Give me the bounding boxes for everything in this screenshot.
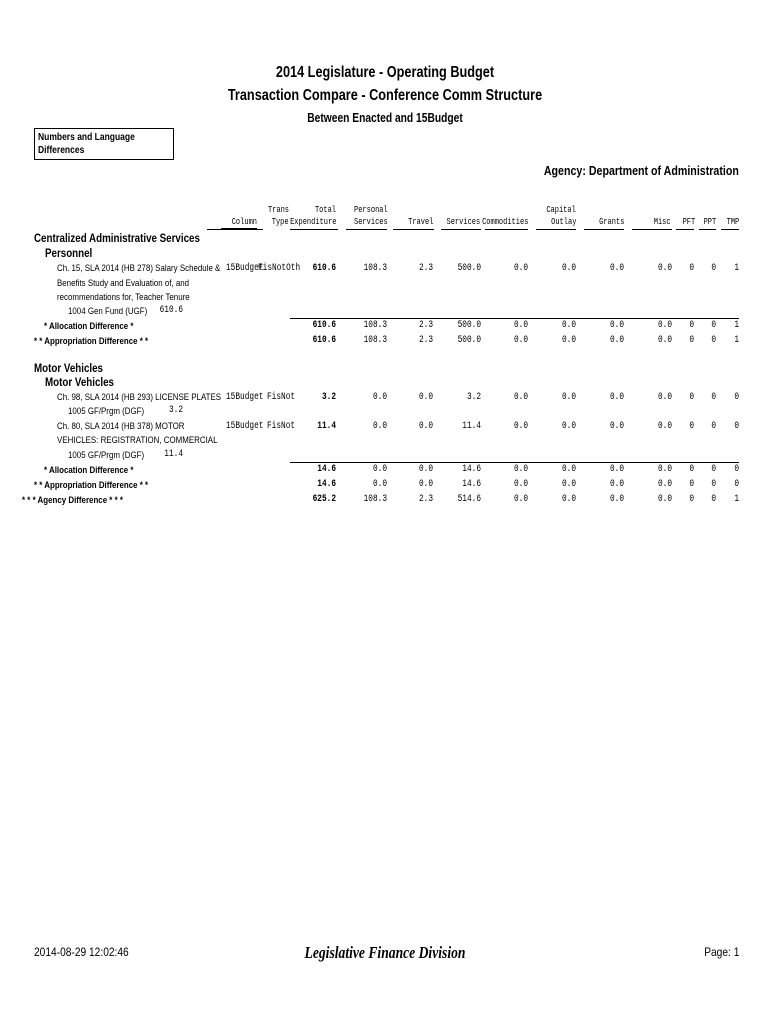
cell-total-expenditure: 3.2 [321, 392, 336, 403]
cell-total-expenditure: 14.6 [317, 464, 336, 475]
cell-grants: 0.0 [609, 479, 624, 490]
footer-timestamp: 2014-08-29 12:02:46 [34, 945, 129, 959]
cell-ppt: 0 [711, 263, 716, 274]
cell-ppt: 0 [711, 392, 716, 403]
section-title: Centralized Administrative Services [34, 233, 200, 245]
cell-total-expenditure: 610.6 [312, 320, 336, 331]
cell-personal-services: 0.0 [372, 479, 387, 490]
cell-commodities: 0.0 [513, 335, 528, 346]
header-personal-2: Services [354, 217, 388, 227]
cell-grants: 0.0 [609, 494, 624, 505]
section-title: Motor Vehicles [34, 363, 103, 375]
cell-pft: 0 [689, 464, 694, 475]
cell-travel: 2.3 [418, 320, 433, 331]
cell-services: 11.4 [462, 421, 481, 432]
note-box [34, 128, 174, 160]
header-trans-1: Trans [267, 205, 289, 215]
header-personal-1: Personal [354, 205, 388, 215]
agency-name: Agency: Department of Administration [543, 163, 739, 178]
cell-grants: 0.0 [609, 392, 624, 403]
cell-tmp: 0 [734, 464, 739, 475]
item-desc-line: Ch. 98, SLA 2014 (HB 293) LICENSE PLATES [57, 392, 222, 402]
cell-misc: 0.0 [657, 335, 672, 346]
header-travel: Travel [407, 217, 433, 227]
cell-travel: 2.3 [418, 335, 433, 346]
rule-ppt [699, 229, 716, 230]
header-services: Services [446, 217, 480, 227]
cell-pft: 0 [689, 335, 694, 346]
allocation-difference-label: * Allocation Difference * [44, 321, 134, 331]
cell-pft: 0 [689, 320, 694, 331]
cell-tmp: 1 [734, 494, 739, 505]
header-total-2: Expenditure [289, 217, 336, 227]
subtotal-rule [290, 318, 739, 319]
cell-personal-services: 108.3 [363, 335, 387, 346]
allocation-difference-label: * Allocation Difference * [44, 465, 134, 475]
footer-page-number: Page: 1 [703, 945, 739, 959]
rule-capital [536, 229, 576, 230]
item-column: 15Budget [226, 263, 264, 274]
cell-misc: 0.0 [657, 464, 672, 475]
cell-commodities: 0.0 [513, 421, 528, 432]
cell-tmp: 0 [734, 479, 739, 490]
header-capital-2: Outlay [550, 217, 576, 227]
rule-pft [676, 229, 694, 230]
header-misc: Misc [654, 217, 671, 227]
note-line-1: Numbers and Language [38, 132, 135, 143]
component-title: Motor Vehicles [45, 377, 114, 389]
cell-misc: 0.0 [657, 421, 672, 432]
cell-misc: 0.0 [657, 494, 672, 505]
cell-travel: 2.3 [418, 494, 433, 505]
cell-capital-outlay: 0.0 [561, 320, 576, 331]
cell-capital-outlay: 0.0 [561, 421, 576, 432]
header-pft: PFT [682, 217, 695, 227]
item-trans-type: FisNot [267, 421, 296, 432]
item-desc-line: Benefits Study and Evaluation of, and [57, 278, 190, 288]
header-ppt: PPT [703, 217, 716, 227]
cell-personal-services: 108.3 [363, 263, 387, 274]
cell-tmp: 1 [734, 320, 739, 331]
cell-total-expenditure: 11.4 [317, 421, 336, 432]
cell-total-expenditure: 610.6 [312, 335, 336, 346]
cell-ppt: 0 [711, 421, 716, 432]
item-desc-line: Ch. 80, SLA 2014 (HB 378) MOTOR [57, 421, 185, 431]
cell-commodities: 0.0 [513, 263, 528, 274]
cell-capital-outlay: 0.0 [561, 335, 576, 346]
rule-tmp [721, 229, 739, 230]
cell-tmp: 0 [734, 421, 739, 432]
note-line-2: Differences [38, 145, 85, 156]
fund-amount: 610.6 [159, 305, 183, 316]
cell-pft: 0 [689, 392, 694, 403]
cell-services: 500.0 [457, 320, 481, 331]
cell-misc: 0.0 [657, 479, 672, 490]
report-subtitle: Transaction Compare - Conference Comm Structure [227, 87, 543, 104]
cell-misc: 0.0 [657, 320, 672, 331]
cell-travel: 0.0 [418, 392, 433, 403]
cell-personal-services: 108.3 [363, 320, 387, 331]
rule-commodities [485, 229, 528, 230]
cell-commodities: 0.0 [513, 494, 528, 505]
item-trans-type: FisNot [267, 392, 296, 403]
fund-source: 1004 Gen Fund (UGF) [68, 306, 148, 316]
agency-difference-label: * * * Agency Difference * * * [22, 495, 123, 505]
cell-travel: 0.0 [418, 479, 433, 490]
fund-source: 1005 GF/Prgm (DGF) [68, 406, 145, 416]
item-trans-type: FisNotOth [258, 263, 301, 274]
cell-ppt: 0 [711, 494, 716, 505]
cell-commodities: 0.0 [513, 479, 528, 490]
cell-capital-outlay: 0.0 [561, 464, 576, 475]
cell-travel: 0.0 [418, 421, 433, 432]
cell-grants: 0.0 [609, 320, 624, 331]
header-total-1: Total [314, 205, 336, 215]
cell-misc: 0.0 [657, 392, 672, 403]
fund-amount: 3.2 [168, 405, 183, 416]
item-column: 15Budget [226, 421, 264, 432]
cell-misc: 0.0 [657, 263, 672, 274]
header-trans-2: Type [272, 217, 289, 227]
cell-personal-services: 108.3 [363, 494, 387, 505]
header-grants: Grants [598, 217, 624, 227]
cell-travel: 0.0 [418, 464, 433, 475]
cell-tmp: 1 [734, 335, 739, 346]
cell-grants: 0.0 [609, 421, 624, 432]
cell-ppt: 0 [711, 464, 716, 475]
rule-grants [584, 229, 624, 230]
appropriation-difference-label: * * Appropriation Difference * * [34, 336, 149, 346]
cell-pft: 0 [689, 421, 694, 432]
header-column-rule [207, 229, 263, 230]
footer-division: Legislative Finance Division [304, 943, 466, 962]
item-desc-line: recommendations for, Teacher Tenure [57, 292, 190, 302]
cell-ppt: 0 [711, 320, 716, 331]
fund-source: 1005 GF/Prgm (DGF) [68, 450, 145, 460]
cell-commodities: 0.0 [513, 464, 528, 475]
subtotal-rule [290, 462, 739, 463]
header-tmp: TMP [726, 217, 739, 227]
component-title: Personnel [45, 248, 93, 260]
report-subtitle-2: Between Enacted and 15Budget [307, 111, 463, 125]
cell-services: 514.6 [457, 494, 481, 505]
header-commodities: Commodities [481, 217, 528, 227]
rule-services [441, 229, 481, 230]
fund-amount: 11.4 [164, 449, 183, 460]
cell-personal-services: 0.0 [372, 421, 387, 432]
cell-grants: 0.0 [609, 464, 624, 475]
cell-ppt: 0 [711, 479, 716, 490]
cell-personal-services: 0.0 [372, 464, 387, 475]
report-title: 2014 Legislature - Operating Budget [275, 64, 495, 81]
cell-capital-outlay: 0.0 [561, 479, 576, 490]
cell-ppt: 0 [711, 335, 716, 346]
cell-capital-outlay: 0.0 [561, 392, 576, 403]
cell-services: 14.6 [462, 479, 481, 490]
cell-tmp: 0 [734, 392, 739, 403]
cell-commodities: 0.0 [513, 320, 528, 331]
cell-pft: 0 [689, 494, 694, 505]
cell-pft: 0 [689, 263, 694, 274]
cell-personal-services: 0.0 [372, 392, 387, 403]
cell-grants: 0.0 [609, 335, 624, 346]
item-desc-line: Ch. 15, SLA 2014 (HB 278) Salary Schedule & [57, 263, 221, 273]
rule-misc [632, 229, 672, 230]
cell-services: 3.2 [466, 392, 481, 403]
cell-capital-outlay: 0.0 [561, 263, 576, 274]
rule-total [290, 229, 338, 230]
item-column: 15Budget [226, 392, 264, 403]
cell-commodities: 0.0 [513, 392, 528, 403]
appropriation-difference-label: * * Appropriation Difference * * [34, 480, 149, 490]
rule-travel [393, 229, 434, 230]
cell-tmp: 1 [734, 263, 739, 274]
cell-pft: 0 [689, 479, 694, 490]
cell-total-expenditure: 610.6 [312, 263, 336, 274]
cell-services: 500.0 [457, 263, 481, 274]
cell-capital-outlay: 0.0 [561, 494, 576, 505]
header-column: Column [221, 216, 257, 229]
cell-services: 14.6 [462, 464, 481, 475]
cell-services: 500.0 [457, 335, 481, 346]
cell-travel: 2.3 [418, 263, 433, 274]
cell-grants: 0.0 [609, 263, 624, 274]
item-desc-line: VEHICLES: REGISTRATION, COMMERCIAL [57, 435, 218, 445]
header-capital-1: Capital [546, 205, 576, 215]
cell-total-expenditure: 14.6 [317, 479, 336, 490]
rule-personal [346, 229, 387, 230]
cell-total-expenditure: 625.2 [312, 494, 336, 505]
